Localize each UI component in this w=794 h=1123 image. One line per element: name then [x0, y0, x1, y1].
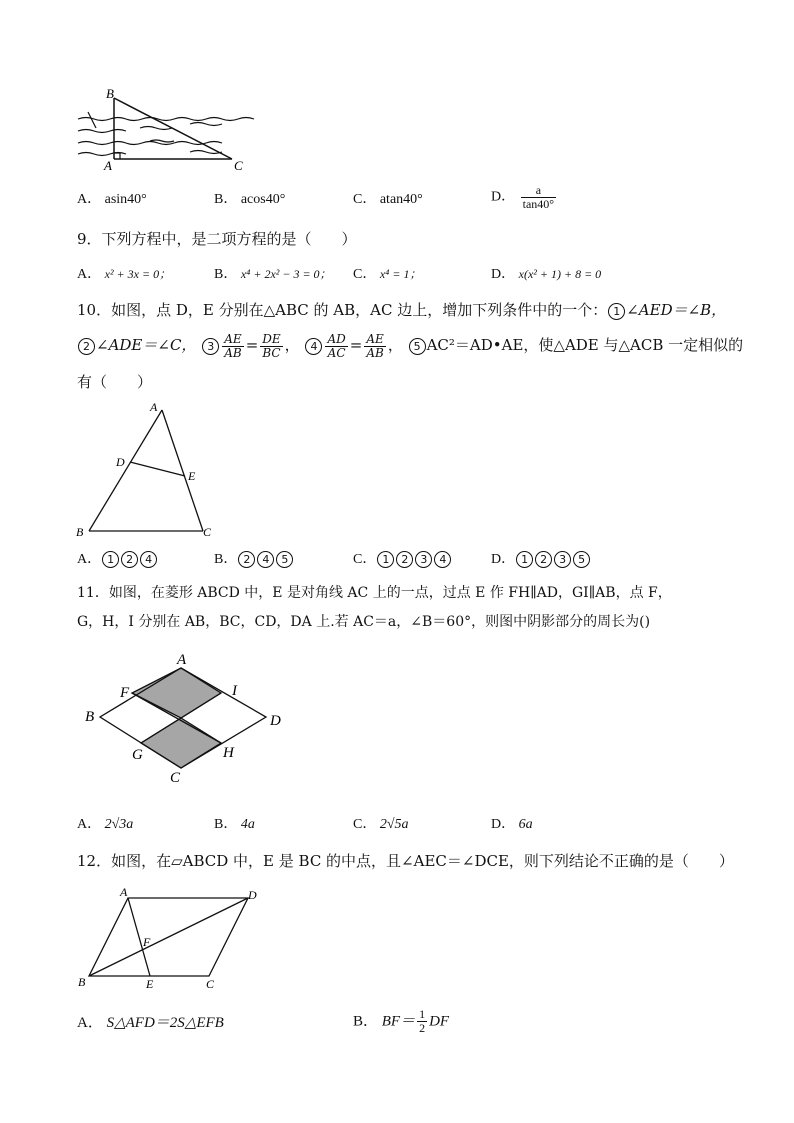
fig11-label-I: I — [232, 683, 237, 699]
q9-option-a[interactable]: A． x² + 3x = 0； — [77, 267, 172, 282]
q11-rhombus-figure — [80, 648, 290, 788]
fig11-label-A: A — [177, 652, 187, 668]
q11-option-b[interactable]: B． 4a — [214, 817, 255, 832]
fig10-label-D: D — [116, 455, 125, 469]
q8-option-a[interactable] — [77, 191, 147, 209]
fig10-label-C: C — [203, 525, 212, 539]
fig11-label-D: D — [270, 713, 281, 729]
option-letter: B． — [214, 192, 238, 207]
fig11-label-F: F — [120, 685, 130, 701]
q11-stem-line2: G，H，I 分别在 AB，BC，CD，DA 上.若 AC＝a，∠B＝60°，则图中阴影部分的周长为() — [77, 614, 651, 630]
shaded-rhombus-bottom — [141, 718, 221, 768]
q12-parallelogram-figure — [72, 884, 272, 994]
q12-stem: 12．如图，在▱ABCD 中，E 是 BC 的中点，且∠AEC＝∠DCE，则下列结论不正确的是（ ） — [77, 852, 734, 870]
shaded-rhombus-top — [132, 668, 221, 718]
fig12-label-D: D — [248, 888, 257, 902]
q10-stem-line1: 10．如图，点 D，E 分别在△ABC 的 AB，AC 边上，增加下列条件中的一个： 1 ∠AED＝∠B， — [77, 301, 727, 319]
option-letter: A． — [77, 192, 102, 207]
fig11-label-H: H — [223, 745, 234, 761]
q11-option-d[interactable]: D． 6a — [491, 817, 533, 832]
q12-option-b[interactable]: B． BF＝ $\frac{1}{2}$ DF — [353, 1007, 450, 1035]
fig10-label-A: A — [150, 400, 158, 414]
fig12-label-F: F — [143, 935, 151, 949]
q11-option-c[interactable]: C． 2√5a — [353, 817, 409, 832]
fig10-label-B: B — [76, 525, 84, 539]
fig12-label-C: C — [206, 977, 215, 991]
option-fraction: $\frac{a}{\tan 40^\circ}$ — [522, 183, 555, 211]
option-letter: D． — [491, 189, 516, 205]
q9-option-d[interactable]: D． x(x² + 1) + 8 = 0 — [491, 267, 602, 282]
q9-stem: 9．下列方程中，是二项方程的是（ ） — [77, 230, 357, 248]
q8-option-d[interactable] — [491, 184, 558, 211]
q10-triangle-figure — [70, 398, 230, 542]
fig12-label-A: A — [120, 885, 128, 899]
q11-option-a[interactable]: A． 2√3a — [77, 817, 134, 832]
fig8-label-B: B — [106, 86, 114, 101]
fig11-label-C: C — [170, 770, 181, 786]
q11-stem-line1: 11．如图，在菱形 ABCD 中，E 是对角线 AC 上的一点，过点 E 作 FH∥AD，GI∥AB，点 F， — [77, 585, 672, 601]
q12-option-a[interactable]: A． S△AFD＝2S△EFB — [77, 1015, 224, 1031]
fig8-label-A: A — [104, 158, 112, 173]
option-letter: C． — [353, 192, 377, 207]
q9-option-b[interactable]: B． x⁴ + 2x² − 3 = 0； — [214, 267, 332, 282]
q10-option-b[interactable]: B． 2 4 5 — [214, 551, 294, 569]
fig10-label-E: E — [188, 469, 196, 483]
option-text: atan40° — [379, 192, 423, 207]
q10-option-d[interactable]: D． 1 2 3 5 — [491, 551, 591, 569]
q10-stem-line3: 有（ ） — [77, 373, 153, 391]
fig11-label-B: B — [85, 709, 95, 725]
q9-option-c[interactable]: C． x⁴ = 1； — [353, 267, 422, 282]
option-text: acos40° — [240, 192, 286, 207]
fig8-label-C: C — [234, 158, 243, 173]
q8-option-c[interactable] — [353, 191, 423, 209]
fig11-label-G: G — [132, 747, 143, 763]
fig12-label-E: E — [146, 977, 154, 991]
q10-option-a[interactable]: A． 1 2 4 — [77, 551, 158, 569]
circled-number: 1 — [608, 303, 625, 320]
q10-stem-line2: 2 ∠ADE＝∠C， 3 $\frac{AE}{AB}$ = $\frac{DE}{BC}$ ， 4 $\frac{AD}{AC}$ = $\frac{AE}{AB}$ ， 5 AC²＝AD•AE，使△ADE 与△ACB 一定相似的 — [77, 328, 743, 362]
q8-option-b[interactable] — [214, 191, 285, 209]
fig12-label-B: B — [78, 975, 86, 989]
q10-option-c[interactable]: C． 1 2 3 4 — [353, 551, 452, 569]
river-triangle-figure — [70, 86, 260, 176]
option-text: asin40° — [104, 192, 147, 207]
